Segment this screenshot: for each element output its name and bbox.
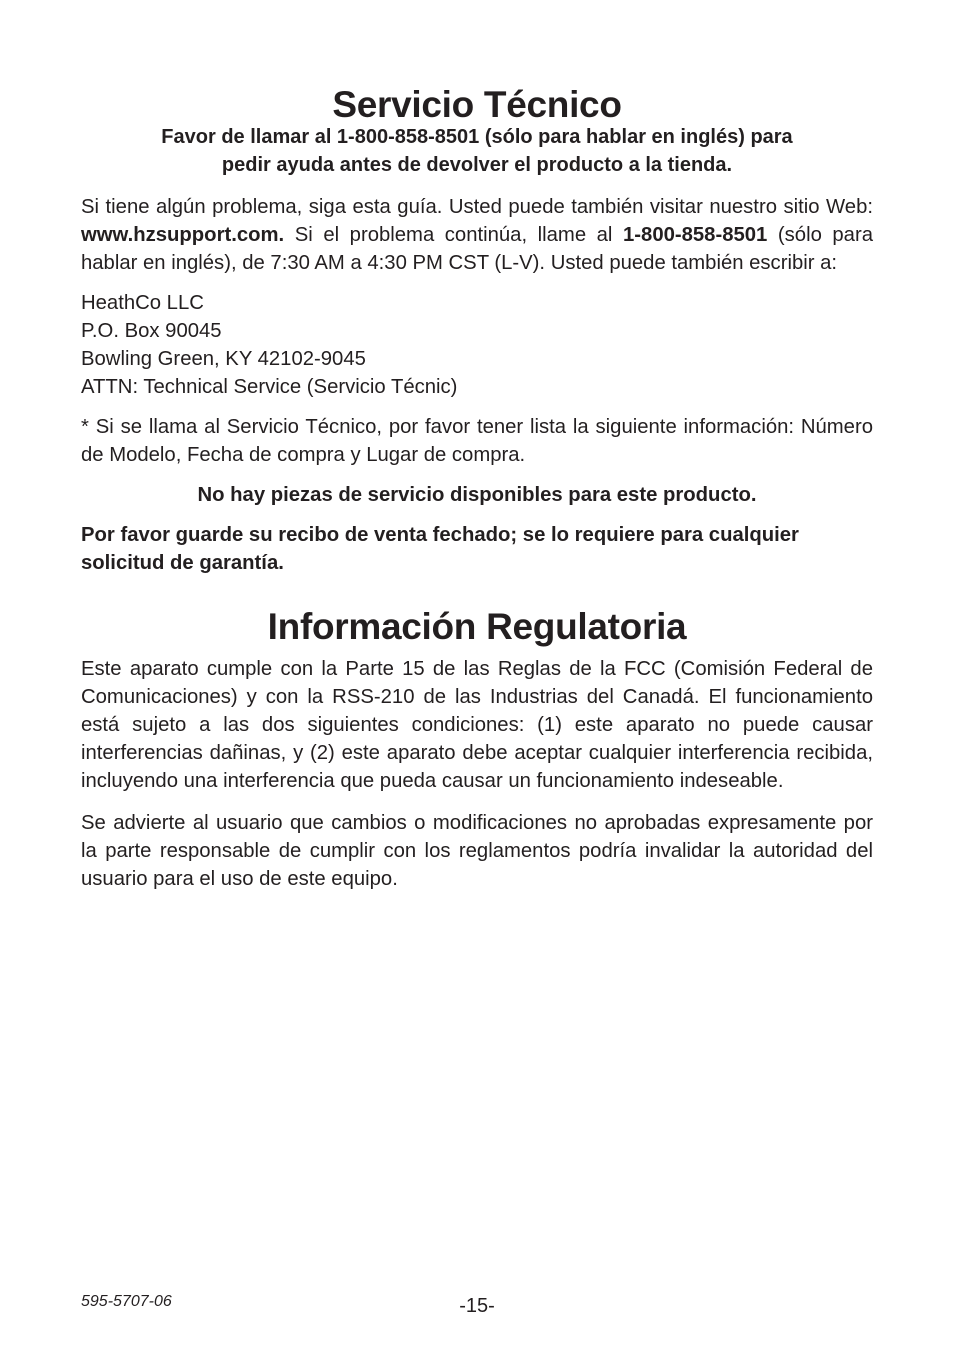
phone-number: 1-800-858-8501 — [623, 224, 768, 246]
call-instruction-line-2: pedir ayuda antes de devolver el producto a la tienda. — [221, 154, 733, 176]
address-line-city: Bowling Green, KY 42102-9045 — [81, 348, 366, 370]
info-note: * Si se llama al Servicio Técnico, por favor tener lista la siguiente información: Número de Modelo, Fecha de compra y Lugar de compra. — [81, 416, 873, 466]
document-page — [81, 82, 873, 893]
page-number: -15- — [459, 1295, 495, 1317]
address-line-po-box: P.O. Box 90045 — [81, 320, 222, 342]
call-instruction-line-1: Favor de llamar al 1-800-858-8501 (sólo para hablar en inglés) para — [161, 126, 793, 148]
modification-warning-paragraph: Se advierte al usuario que cambios o modificaciones no aprobadas expresamente por la parte responsable de cumplir con los reglamentos podría invalidar la autoridad del usuario para el uso de este equipo. — [81, 812, 873, 890]
help-text-part-3: (sólo para hablar en inglés), de 7:30 AM a 4:30 PM CST (L-V). Usted puede también escribir a: — [81, 224, 873, 274]
help-text-part-1: Si tiene algún problema, siga esta guía. Usted puede también visitar nuestro sitio Web: — [81, 196, 873, 218]
receipt-notice: Por favor guarde su recibo de venta fechado; se lo requiere para cualquier solicitud de garantía. — [81, 524, 799, 574]
document-code: 595-5707-06 — [81, 1293, 172, 1310]
informacion-regulatoria-heading: Información Regulatoria — [267, 606, 687, 647]
help-text-part-2: Si el problema continúa, llame al — [284, 224, 623, 246]
address-line-company: HeathCo LLC — [81, 292, 204, 314]
call-instruction — [81, 123, 873, 179]
servicio-tecnico-heading: Servicio Técnico — [332, 84, 622, 125]
website-link[interactable]: www.hzsupport.com. — [81, 224, 285, 246]
mailing-address — [81, 289, 873, 401]
help-paragraph — [81, 193, 873, 277]
address-line-attn: ATTN: Technical Service (Servicio Técnic) — [81, 376, 458, 398]
no-parts-notice: No hay piezas de servicio disponibles para este producto. — [197, 484, 757, 506]
fcc-compliance-paragraph: Este aparato cumple con la Parte 15 de las Reglas de la FCC (Comisión Federal de Comunicaciones) y con la RSS-210 de las Industrias del Canadá. El funcionamiento está sujeto a las dos siguientes condiciones: (1) este aparato no puede causar interferencias dañinas, y (2) este aparato debe aceptar cualquier interferencia recibida, incluyendo una interferencia que pueda causar un funcionamiento indeseable. — [81, 658, 873, 792]
